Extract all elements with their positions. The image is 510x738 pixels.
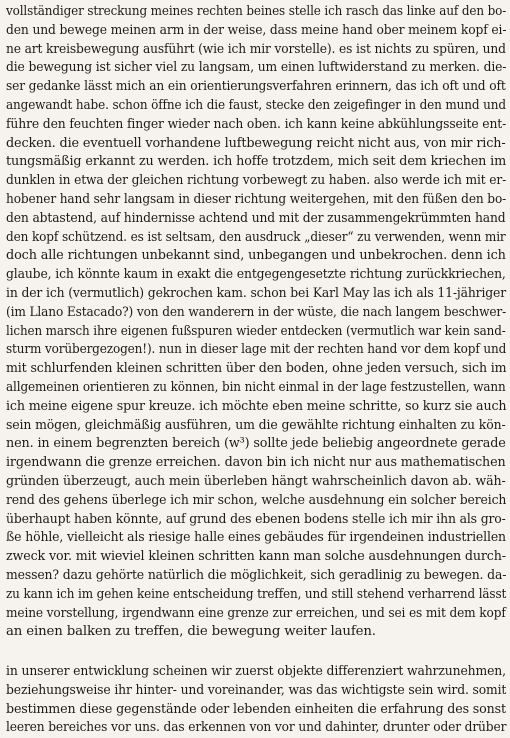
text-line: ser gedanke lässt mich an ein orientierungsverfahren erinnern, das ich oft und oft: [6, 79, 506, 95]
text-body: [6, 3, 506, 738]
text-line: ße höhle, vielleicht als riesige halle eines gebäudes für irgendeinen industriellen: [6, 530, 506, 546]
text-line: ne art kreisbewegung ausführt (wie ich mir vorstelle). es ist nichts zu spüren, und: [6, 41, 506, 57]
text-line: führe den feuchten finger wieder nach oben. ich kann keine abkühlungsseite ent-: [6, 116, 507, 132]
text-line: sturm vorübergezogen!). nun in dieser lage mit der rechten hand vor dem kopf und: [6, 342, 507, 358]
text-line: bestimmen diese gegenstände oder lebenden einheiten die erfahrung des sonst: [6, 701, 506, 717]
text-line: gründen überzeugt, auch mein überleben hängt wahrscheinlich davon ab. wäh-: [6, 473, 506, 489]
paragraph-2: [6, 663, 506, 738]
text-line: allgemeinen orientieren zu können, bin nicht einmal in der lage festzustellen, wann: [6, 379, 506, 395]
text-line: dunklen in etwa der gleichen richtung vorbewegt zu haben. also werde ich mit er-: [6, 173, 507, 189]
text-line: angewandt habe. schon öffne ich die faust, stecke den zeigefinger in den mund und: [6, 97, 506, 113]
text-line: leeren bereiches vor uns. das erkennen von vor und dahinter, drunter oder drüber: [6, 720, 507, 736]
text-line: den abtastend, auf hindernisse achtend und mit der zusammengekrümmten hand: [6, 210, 506, 226]
text-line: zweck vor. mit wieviel kleinen schritten kann man solche ausdehnungen durch-: [6, 549, 506, 565]
text-line: (im Llano Estacado?) von den wanderern in der wüste, die nach langem beschwer-: [6, 304, 507, 320]
paragraph-gap: [6, 642, 506, 663]
text-line: hobener hand sehr langsam in dieser richtung weitergehen, mit den füßen den bo-: [6, 191, 507, 207]
text-line: doch alle richtungen unbekannt sind, unbegangen und unbekrochen. denn ich: [6, 248, 506, 264]
text-line: lichen marsch ihre eigenen fußspuren wieder entdecken (vermutlich war kein sand-: [6, 323, 506, 339]
text-line: meine vorstellung, irgendwann eine grenze zur erreichen, und sei es mit dem kopf: [6, 605, 506, 621]
text-line: zu kann ich im gehen keine entscheidung treffen, und still stehend verharrend lässt: [6, 586, 507, 602]
text-line: rend des gehens überlege ich mir schon, welche ausdehnung ein solcher bereich: [6, 492, 507, 508]
text-line: nen. in einem begrenzten bereich (w³) sollte jede beliebig angeordnete gerade: [6, 436, 506, 452]
text-line: tungsmäßig erkannt zu werden. ich hoffe trotzdem, mich seit dem kriechen im: [6, 154, 507, 170]
text-line: decken. die eventuell vorhandene luftbewegung reicht nicht aus, von mir rich-: [6, 135, 506, 151]
paragraph-1: [6, 3, 506, 642]
text-line: sein mögen, gleichmäßig ausführen, um die gewählte richtung einhalten zu kön-: [6, 417, 506, 433]
text-line: messen? dazu gehörte natürlich die möglichkeit, sich geradlinig zu bewegen. da-: [6, 567, 507, 583]
text-line: vollständiger streckung meines rechten beines stelle ich rasch das linke auf den bo-: [6, 4, 507, 19]
text-line: ich meine eigene spur kreuze. ich möchte eben meine schritte, so kurz sie auch: [6, 398, 507, 414]
text-line: irgendwann die grenze erreichen. davon bin ich nicht nur aus mathematischen: [6, 455, 506, 471]
text-line: überhaupt haben könnte, auf grund des ebenen bodens stelle ich mir ihn als gro-: [6, 511, 506, 527]
text-line: den und bewege meinen arm in der weise, dass meine hand ober meinem kopf ei-: [6, 22, 507, 38]
text-line: mit schlurfenden kleinen schritten über den boden, ohne jeden versuch, sich im: [6, 361, 507, 377]
text-line: die bewegung ist sicher viel zu langsam, um einen luftwiderstand zu merken. die-: [6, 60, 507, 76]
text-line: den kopf schützend. es ist seltsam, den ausdruck „dieser“ zu verwenden, wenn mir: [6, 229, 506, 245]
text-line: in der ich (vermutlich) gekrochen kam. schon bei Karl May las ich als 11-jähriger: [6, 285, 507, 301]
text-line: an einen balken zu treffen, die bewegung weiter laufen.: [6, 624, 376, 640]
text-line: glaube, ich könnte kaum in exakt die entgegengesetzte richtung zurückkriechen,: [6, 267, 506, 283]
text-line: beziehungsweise ihr hinter- und voreinander, was das wichtigste sein wird. somit: [6, 682, 507, 698]
text-line: in unserer entwicklung scheinen wir zuerst objekte differenziert wahrzunehmen,: [6, 664, 506, 680]
